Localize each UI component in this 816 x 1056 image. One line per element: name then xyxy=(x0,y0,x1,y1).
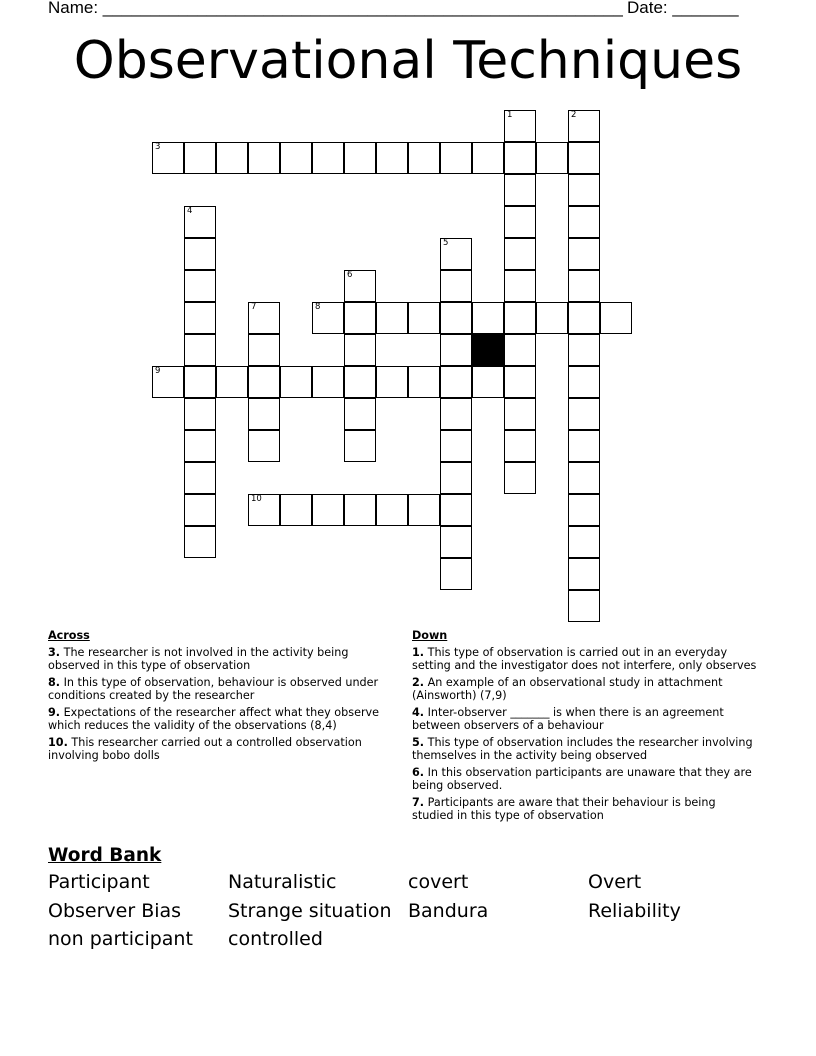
word-bank-item: Bandura xyxy=(408,899,489,922)
clue-down-7: 7. Participants are aware that their behaviour is being studied in this type of observation xyxy=(412,796,716,822)
clue-number: 6 xyxy=(347,270,353,280)
down-clues xyxy=(412,629,757,826)
clue-across-3: 3. The researcher is not involved in the activity being observed in this type of observation xyxy=(48,646,349,672)
grid-cell[interactable] xyxy=(248,494,280,526)
grid-cell[interactable] xyxy=(408,366,440,398)
clue-number: 5 xyxy=(443,238,449,248)
clue-number: 7 xyxy=(251,302,257,312)
grid-block-cell xyxy=(472,334,504,366)
grid-cell[interactable] xyxy=(408,142,440,174)
grid-cell[interactable] xyxy=(568,174,600,206)
clue-across-9: 9. Expectations of the researcher affect what they observe which reduces the validity of the observations (8,4) xyxy=(48,706,380,732)
grid-cell[interactable] xyxy=(408,302,440,334)
word-bank-item: Observer Bias xyxy=(48,899,182,922)
grid-cell[interactable] xyxy=(568,462,600,494)
grid-cell[interactable] xyxy=(440,494,472,526)
grid-cell[interactable] xyxy=(344,270,376,302)
across-clues xyxy=(48,629,393,766)
word-bank-item: Reliability xyxy=(588,899,681,922)
grid-cell[interactable] xyxy=(568,398,600,430)
grid-cell[interactable] xyxy=(504,110,536,142)
clue-across-10: 10. This researcher carried out a controlled observation involving bobo dolls xyxy=(48,736,362,762)
grid-cell[interactable] xyxy=(344,430,376,462)
grid-cell[interactable] xyxy=(504,270,536,302)
grid-cell[interactable] xyxy=(568,590,600,622)
grid-cell[interactable] xyxy=(376,142,408,174)
grid-cell[interactable] xyxy=(568,302,600,334)
grid-cell[interactable] xyxy=(280,494,312,526)
grid-cell[interactable] xyxy=(280,142,312,174)
grid-cell[interactable] xyxy=(568,558,600,590)
grid-cell[interactable] xyxy=(504,334,536,366)
grid-cell[interactable] xyxy=(152,142,184,174)
clue-down-5: 5. This type of observation includes the researcher involving themselves in the activity being observed xyxy=(412,736,753,762)
grid-cell[interactable] xyxy=(344,398,376,430)
word-bank-item: Naturalistic xyxy=(228,871,337,893)
word-bank-item: non participant xyxy=(48,928,193,950)
grid-cell[interactable] xyxy=(504,366,536,398)
grid-cell[interactable] xyxy=(248,366,280,398)
grid-cell[interactable] xyxy=(376,366,408,398)
word-bank-item: Overt xyxy=(588,871,642,893)
grid-cell[interactable] xyxy=(536,302,568,334)
grid-cell[interactable] xyxy=(376,494,408,526)
grid-cell[interactable] xyxy=(344,494,376,526)
grid-cell[interactable] xyxy=(568,494,600,526)
grid-cell[interactable] xyxy=(504,142,536,174)
date-field: Date: _______ xyxy=(627,0,739,17)
down-heading: Down xyxy=(412,629,448,642)
clue-number: 9 xyxy=(155,366,161,376)
clue-number: 10 xyxy=(251,494,262,504)
grid-cell[interactable] xyxy=(152,366,184,398)
grid-cell[interactable] xyxy=(568,526,600,558)
clue-number: 2 xyxy=(571,110,577,120)
grid-cell[interactable] xyxy=(440,430,472,462)
grid-cell[interactable] xyxy=(504,462,536,494)
grid-cell[interactable] xyxy=(184,302,216,334)
page-title: Observational Techniques xyxy=(73,31,743,91)
grid-cell[interactable] xyxy=(504,174,536,206)
grid-cell[interactable] xyxy=(184,462,216,494)
grid-cell[interactable] xyxy=(248,398,280,430)
grid-cell[interactable] xyxy=(440,302,472,334)
grid-cell[interactable] xyxy=(440,526,472,558)
grid-cell[interactable] xyxy=(184,398,216,430)
grid-cell[interactable] xyxy=(440,398,472,430)
grid-cell[interactable] xyxy=(440,142,472,174)
grid-cell[interactable] xyxy=(184,238,216,270)
grid-cell[interactable] xyxy=(568,110,600,142)
word-bank-item: covert xyxy=(408,871,469,893)
grid-cell[interactable] xyxy=(536,142,568,174)
grid-cell[interactable] xyxy=(504,206,536,238)
grid-cell[interactable] xyxy=(472,302,504,334)
clue-across-8: 8. In this type of observation, behaviour is observed under conditions created by the researcher xyxy=(48,676,379,702)
grid-cell[interactable] xyxy=(344,142,376,174)
clue-down-2: 2. An example of an observational study in attachment (Ainsworth) (7,9) xyxy=(412,676,723,702)
grid-cell[interactable] xyxy=(344,302,376,334)
grid-cell[interactable] xyxy=(248,302,280,334)
grid-cell[interactable] xyxy=(568,430,600,462)
grid-cell[interactable] xyxy=(440,462,472,494)
grid-cell[interactable] xyxy=(280,366,312,398)
grid-cell[interactable] xyxy=(568,270,600,302)
grid-cell[interactable] xyxy=(184,334,216,366)
grid-cell[interactable] xyxy=(312,494,344,526)
grid-cell[interactable] xyxy=(248,430,280,462)
grid-cell[interactable] xyxy=(344,366,376,398)
grid-cell[interactable] xyxy=(472,366,504,398)
grid-cell[interactable] xyxy=(600,302,632,334)
grid-cell[interactable] xyxy=(440,270,472,302)
grid-cell[interactable] xyxy=(184,526,216,558)
clue-down-6: 6. In this observation participants are unaware that they are being observed. xyxy=(412,766,752,792)
clue-down-1: 1. This type of observation is carried out in an everyday setting and the investigator does not interfere, only observes xyxy=(412,646,757,672)
grid-cell[interactable] xyxy=(184,142,216,174)
grid-cell[interactable] xyxy=(568,238,600,270)
grid-cell[interactable] xyxy=(376,302,408,334)
word-bank-item: controlled xyxy=(228,928,323,950)
grid-cell[interactable] xyxy=(312,142,344,174)
grid-cell[interactable] xyxy=(568,206,600,238)
word-bank-item: Participant xyxy=(48,871,150,893)
grid-cell[interactable] xyxy=(312,302,344,334)
grid-cell[interactable] xyxy=(184,430,216,462)
grid-cell[interactable] xyxy=(184,206,216,238)
word-bank-list xyxy=(48,870,768,952)
clue-number: 8 xyxy=(315,302,321,312)
grid-cell[interactable] xyxy=(440,558,472,590)
grid-cell[interactable] xyxy=(504,238,536,270)
grid-cell[interactable] xyxy=(216,366,248,398)
clue-down-4: 4. Inter-observer _______ is when there is an agreement between observers of a behaviour xyxy=(412,706,724,732)
grid-cell[interactable] xyxy=(568,334,600,366)
grid-cell[interactable] xyxy=(248,334,280,366)
grid-cell[interactable] xyxy=(440,366,472,398)
grid-cell[interactable] xyxy=(184,494,216,526)
word-bank-title: Word Bank xyxy=(48,845,162,866)
grid-cell[interactable] xyxy=(504,302,536,334)
grid-cell[interactable] xyxy=(504,398,536,430)
clue-number: 1 xyxy=(507,110,513,120)
clue-number: 4 xyxy=(187,206,193,216)
grid-cell[interactable] xyxy=(440,334,472,366)
across-heading: Across xyxy=(48,629,90,642)
grid-cell[interactable] xyxy=(344,334,376,366)
grid-cell[interactable] xyxy=(248,142,280,174)
grid-cell[interactable] xyxy=(440,238,472,270)
word-bank xyxy=(48,845,768,952)
grid-cell[interactable] xyxy=(504,430,536,462)
grid-cell[interactable] xyxy=(472,142,504,174)
clue-number: 3 xyxy=(155,142,161,152)
grid-cell[interactable] xyxy=(568,366,600,398)
word-bank-item: Strange situation xyxy=(228,899,392,922)
grid-cell[interactable] xyxy=(408,494,440,526)
grid-cell[interactable] xyxy=(568,142,600,174)
grid-cell[interactable] xyxy=(312,366,344,398)
name-field: Name: _______________________________________________________ xyxy=(48,0,623,17)
grid-cell[interactable] xyxy=(216,142,248,174)
grid-cell[interactable] xyxy=(184,270,216,302)
grid-cell[interactable] xyxy=(184,366,216,398)
